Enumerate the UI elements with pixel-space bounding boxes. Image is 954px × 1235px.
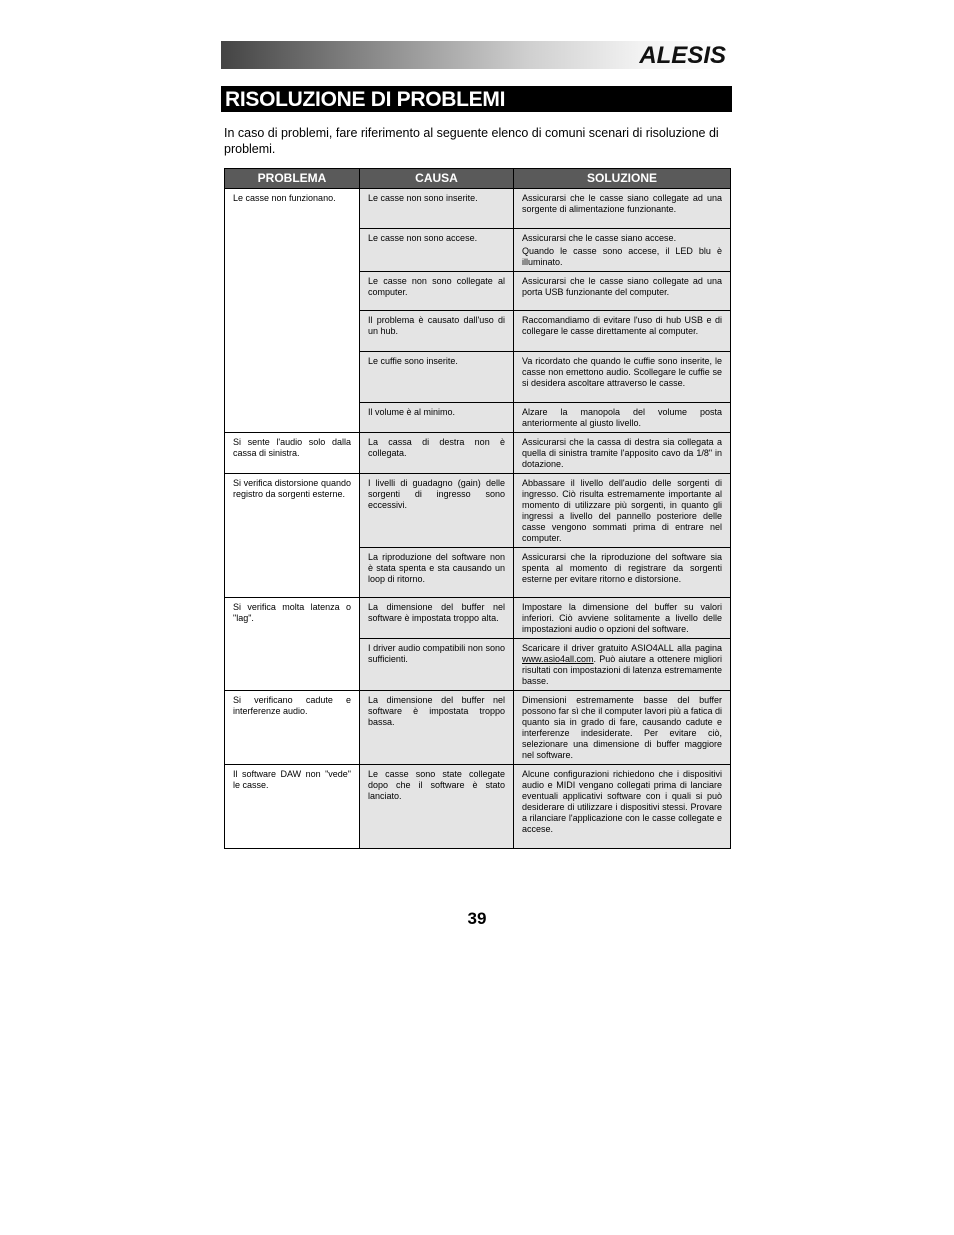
problem-text: Si verificano cadute e interferenze audio. xyxy=(233,695,351,716)
solution-cell xyxy=(514,474,731,548)
cause-text: Le casse non sono accese. xyxy=(368,233,478,243)
cause-text: Il problema è causato dall'uso di un hub. xyxy=(368,315,505,336)
solution-text xyxy=(522,643,722,687)
intro-paragraph: In caso di problemi, fare riferimento al seguente elenco di comuni scenari di risoluzione di problemi. xyxy=(224,126,719,156)
solution-cell xyxy=(514,433,731,474)
problem-cell xyxy=(225,765,360,849)
solution-cell xyxy=(514,189,731,229)
solution-text: Impostare la dimensione del buffer su valori inferiori. Ciò avviene solitamente a livello delle impostazioni audio o opzioni del software. xyxy=(522,602,722,634)
table-row xyxy=(225,189,731,229)
asio4all-link[interactable]: www.asio4all.com xyxy=(522,654,594,664)
table-row xyxy=(225,598,731,639)
cause-text: I driver audio compatibili non sono sufficienti. xyxy=(368,643,505,664)
solution-text: Dimensioni estremamente basse del buffer possono far sì che il computer lavori più a fatica di quanto sia in grado di fare, causando cadute e interferenze indesiderate. Per evitare ciò, selezionare una dimensione di buffer maggiore nel software. xyxy=(522,695,722,760)
cause-text: Le cuffie sono inserite. xyxy=(368,356,458,366)
solution-cell xyxy=(514,229,731,272)
problem-cell xyxy=(225,189,360,433)
solution-text: Quando le casse sono accese, il LED blu è illuminato. xyxy=(522,246,722,267)
solution-text: Assicurarsi che la riproduzione del software sia spenta al momento di registrare da sorgenti esterne per evitare ritorno e distorsione. xyxy=(522,552,722,584)
solution-text: Alcune configurazioni richiedono che i dispositivi audio e MIDI vengano collegati prima di lanciare eventuali applicativi software con i quali si può desiderare di utilizzare i dispositivi stessi. Provare a rilanciare l'applicazione con le casse collegate e accese. xyxy=(522,769,722,834)
cause-text: Le casse sono state collegate dopo che il software è stato lanciato. xyxy=(368,769,505,801)
table-row xyxy=(225,433,731,474)
cause-cell xyxy=(360,189,514,229)
section-title-bar xyxy=(221,86,732,112)
page-number: 39 xyxy=(467,909,487,928)
cause-cell xyxy=(360,765,514,849)
problem-cell xyxy=(225,433,360,474)
problem-text: Si verifica molta latenza o "lag". xyxy=(233,602,351,623)
cause-cell xyxy=(360,352,514,403)
solution-cell xyxy=(514,598,731,639)
cause-cell xyxy=(360,403,514,433)
table-row xyxy=(225,474,731,548)
solution-cell xyxy=(514,639,731,691)
cause-text: Le casse non sono collegate al computer. xyxy=(368,276,505,297)
header-problema: PROBLEMA xyxy=(225,169,360,189)
cause-text: Le casse non sono inserite. xyxy=(368,193,478,203)
solution-text: Abbassare il livello dell'audio delle sorgenti di ingresso. Ciò risulta estremamente importante al momento di utilizzare più sorgenti, in quanto gli ingressi a livello del pannello posteriore delle casse vengono sommati prima di entrare nel computer. xyxy=(522,478,722,543)
cause-cell xyxy=(360,433,514,474)
troubleshooting-table xyxy=(224,168,731,849)
cause-cell xyxy=(360,639,514,691)
problem-text: Le casse non funzionano. xyxy=(233,193,336,203)
table-row xyxy=(225,765,731,849)
cause-text: Il volume è al minimo. xyxy=(368,407,456,417)
problem-text: Si sente l'audio solo dalla cassa di sinistra. xyxy=(233,437,351,458)
header-gradient-bar xyxy=(221,41,732,69)
solution-text: Raccomandiamo di evitare l'uso di hub USB e di collegare le casse direttamente al computer. xyxy=(522,315,722,336)
cause-cell xyxy=(360,272,514,311)
cause-cell xyxy=(360,311,514,352)
section-title: RISOLUZIONE DI PROBLEMI xyxy=(225,88,506,111)
table-row xyxy=(225,691,731,765)
solution-text: Assicurarsi che la cassa di destra sia collegata a quella di sinistra tramite l'apposito cavo da 1/8" in dotazione. xyxy=(522,437,722,469)
solution-cell xyxy=(514,352,731,403)
problem-cell xyxy=(225,691,360,765)
problem-cell xyxy=(225,474,360,598)
solution-text: Assicurarsi che le casse siano collegate ad una sorgente di alimentazione funzionante. xyxy=(522,193,722,214)
cause-cell xyxy=(360,691,514,765)
solution-cell xyxy=(514,403,731,433)
solution-cell xyxy=(514,691,731,765)
solution-cell xyxy=(514,765,731,849)
cause-cell xyxy=(360,229,514,272)
cause-text: La riproduzione del software non è stata spenta e sta causando un loop di ritorno. xyxy=(368,552,505,584)
solution-cell xyxy=(514,272,731,311)
cause-cell xyxy=(360,548,514,598)
solution-text: Va ricordato che quando le cuffie sono inserite, le casse non emettono audio. Scollegare le cuffie se si desidera ascoltare attraverso le casse. xyxy=(522,356,722,388)
cause-text: La dimensione del buffer nel software è impostata troppo bassa. xyxy=(368,695,505,727)
header-soluzione: SOLUZIONE xyxy=(514,169,731,189)
problem-text: Il software DAW non "vede" le casse. xyxy=(233,769,351,790)
cause-text: La dimensione del buffer nel software è impostata troppo alta. xyxy=(368,602,505,623)
table-header-row xyxy=(225,169,731,189)
cause-cell xyxy=(360,598,514,639)
solution-cell xyxy=(514,548,731,598)
solution-text: Assicurarsi che le casse siano accese. xyxy=(522,233,677,243)
cause-text: La cassa di destra non è collegata. xyxy=(368,437,505,458)
solution-text-part: . Può aiutare a ottenere migliori risultati con impostazioni di latenza estremamente basse. xyxy=(522,654,722,686)
cause-cell xyxy=(360,474,514,548)
cause-text: I livelli di guadagno (gain) delle sorgenti di ingresso sono eccessivi. xyxy=(368,478,505,510)
solution-text: Alzare la manopola del volume posta anteriormente al giusto livello. xyxy=(522,407,722,428)
alesis-logo: ALESIS xyxy=(639,42,726,69)
header-causa: CAUSA xyxy=(360,169,514,189)
solution-cell xyxy=(514,311,731,352)
problem-text: Si verifica distorsione quando registro da sorgenti esterne. xyxy=(233,478,351,499)
problem-cell xyxy=(225,598,360,691)
solution-text: Assicurarsi che le casse siano collegate ad una porta USB funzionante del computer. xyxy=(522,276,722,297)
solution-text-part: Scaricare il driver gratuito ASIO4ALL alla pagina xyxy=(522,643,722,653)
